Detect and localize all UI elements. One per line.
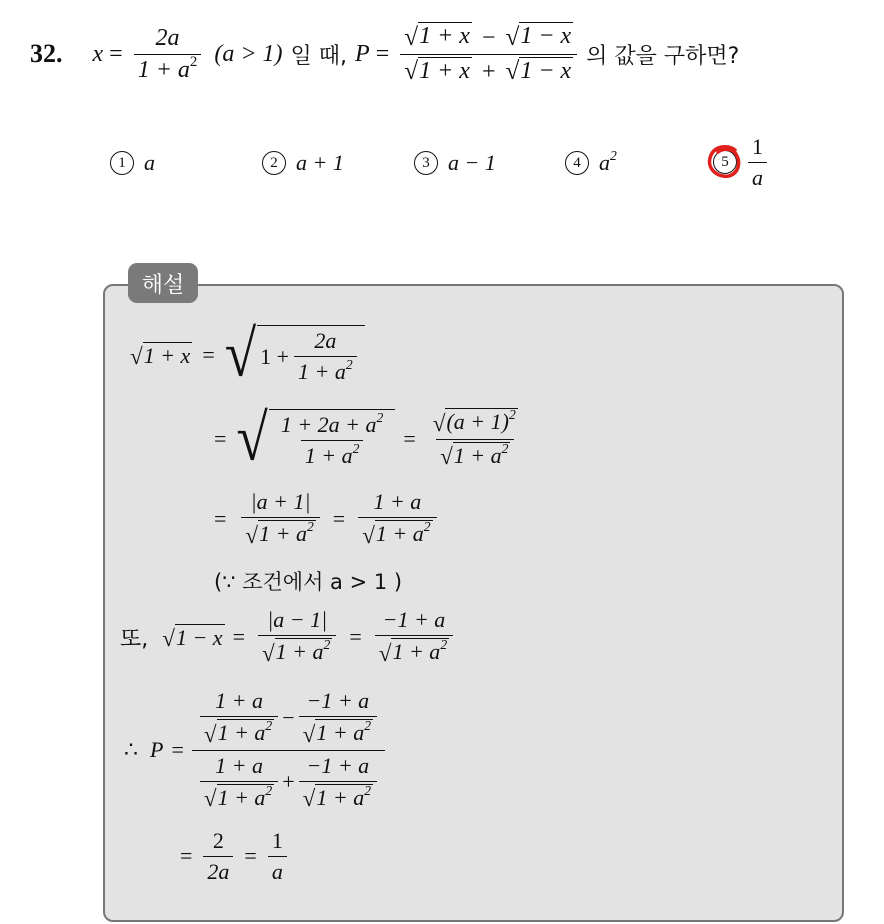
option-4-mark: 4 bbox=[565, 151, 589, 175]
option-4-expr: $a^2$ bbox=[599, 147, 617, 175]
solution-tag: 해설 bbox=[128, 263, 198, 303]
option-3-expr: a − 1 bbox=[448, 150, 496, 175]
solution-p-expression: ∴ P = 1 + a √ $1 + a^2$ − −1 + a √ $1 + a^2$ 1 + a √ $1 + a^2$ + −1 + a √ $1 + a^2$ bbox=[124, 680, 385, 820]
solution-line-3: = |a + 1| √ $1 + a^2$ = 1 + a √ $1 + a^2$ bbox=[214, 486, 442, 552]
x-numerator: 2a bbox=[155, 24, 180, 51]
p-variable: P bbox=[355, 40, 370, 67]
ask-text: 의 값을 구하면? bbox=[586, 43, 740, 69]
equals-sign: = bbox=[109, 40, 123, 67]
option-1[interactable] bbox=[110, 150, 155, 176]
solution-final: = $\frac{2}{2a}$ = $\frac{1}{a}$ bbox=[180, 824, 292, 888]
option-3-mark: 3 bbox=[414, 151, 438, 175]
option-3[interactable] bbox=[414, 150, 496, 176]
sqrt-expression: √ 1 + $\frac{2a}{1 + a^2}$ bbox=[225, 325, 365, 385]
p-denominator: √ 1 + x + √ 1 − x bbox=[400, 54, 577, 87]
solution-line-1: √ 1 + x = √ 1 + $\frac{2a}{1 + a^2}$ bbox=[130, 322, 365, 388]
p-fraction bbox=[400, 22, 577, 87]
option-1-mark: 1 bbox=[110, 151, 134, 175]
sqrt-1-plus-x: √ 1 + x bbox=[130, 342, 191, 370]
option-4[interactable] bbox=[565, 147, 617, 176]
solution-line-5: 또, √ 1 − x = |a − 1| √ $1 + a^2$ = −1 + a √ $1 + a^2$ bbox=[120, 604, 458, 670]
question-line bbox=[30, 20, 739, 88]
equals-sign-2: = bbox=[375, 40, 390, 67]
selected-answer-mark-icon bbox=[705, 142, 745, 182]
when-text: 일 때, bbox=[290, 43, 348, 69]
x-denominator: $1 + a^2$ bbox=[134, 54, 202, 84]
option-2[interactable] bbox=[262, 150, 344, 176]
question-number: 32. bbox=[30, 39, 63, 68]
condition: (a > 1) bbox=[214, 40, 283, 67]
x-fraction bbox=[134, 25, 202, 84]
option-2-expr: a + 1 bbox=[296, 150, 344, 175]
option-5-mark: 5 bbox=[713, 150, 737, 174]
option-2-mark: 2 bbox=[262, 151, 286, 175]
x-variable: x bbox=[92, 40, 104, 67]
option-5-fraction: $\frac{1}{a}$ bbox=[748, 134, 767, 191]
solution-line-2: = √ $\frac{1 + 2a + a^2}{1 + a^2}$ = √ $(a + 1)^2$ √ $1 + a^2$ bbox=[214, 402, 516, 476]
solution-because: (∵ 조건에서 a > 1 ) bbox=[214, 570, 403, 594]
option-1-expr: a bbox=[144, 150, 155, 175]
option-5[interactable] bbox=[713, 132, 772, 192]
p-numerator: √ 1 + x − √ 1 − x bbox=[404, 22, 572, 51]
